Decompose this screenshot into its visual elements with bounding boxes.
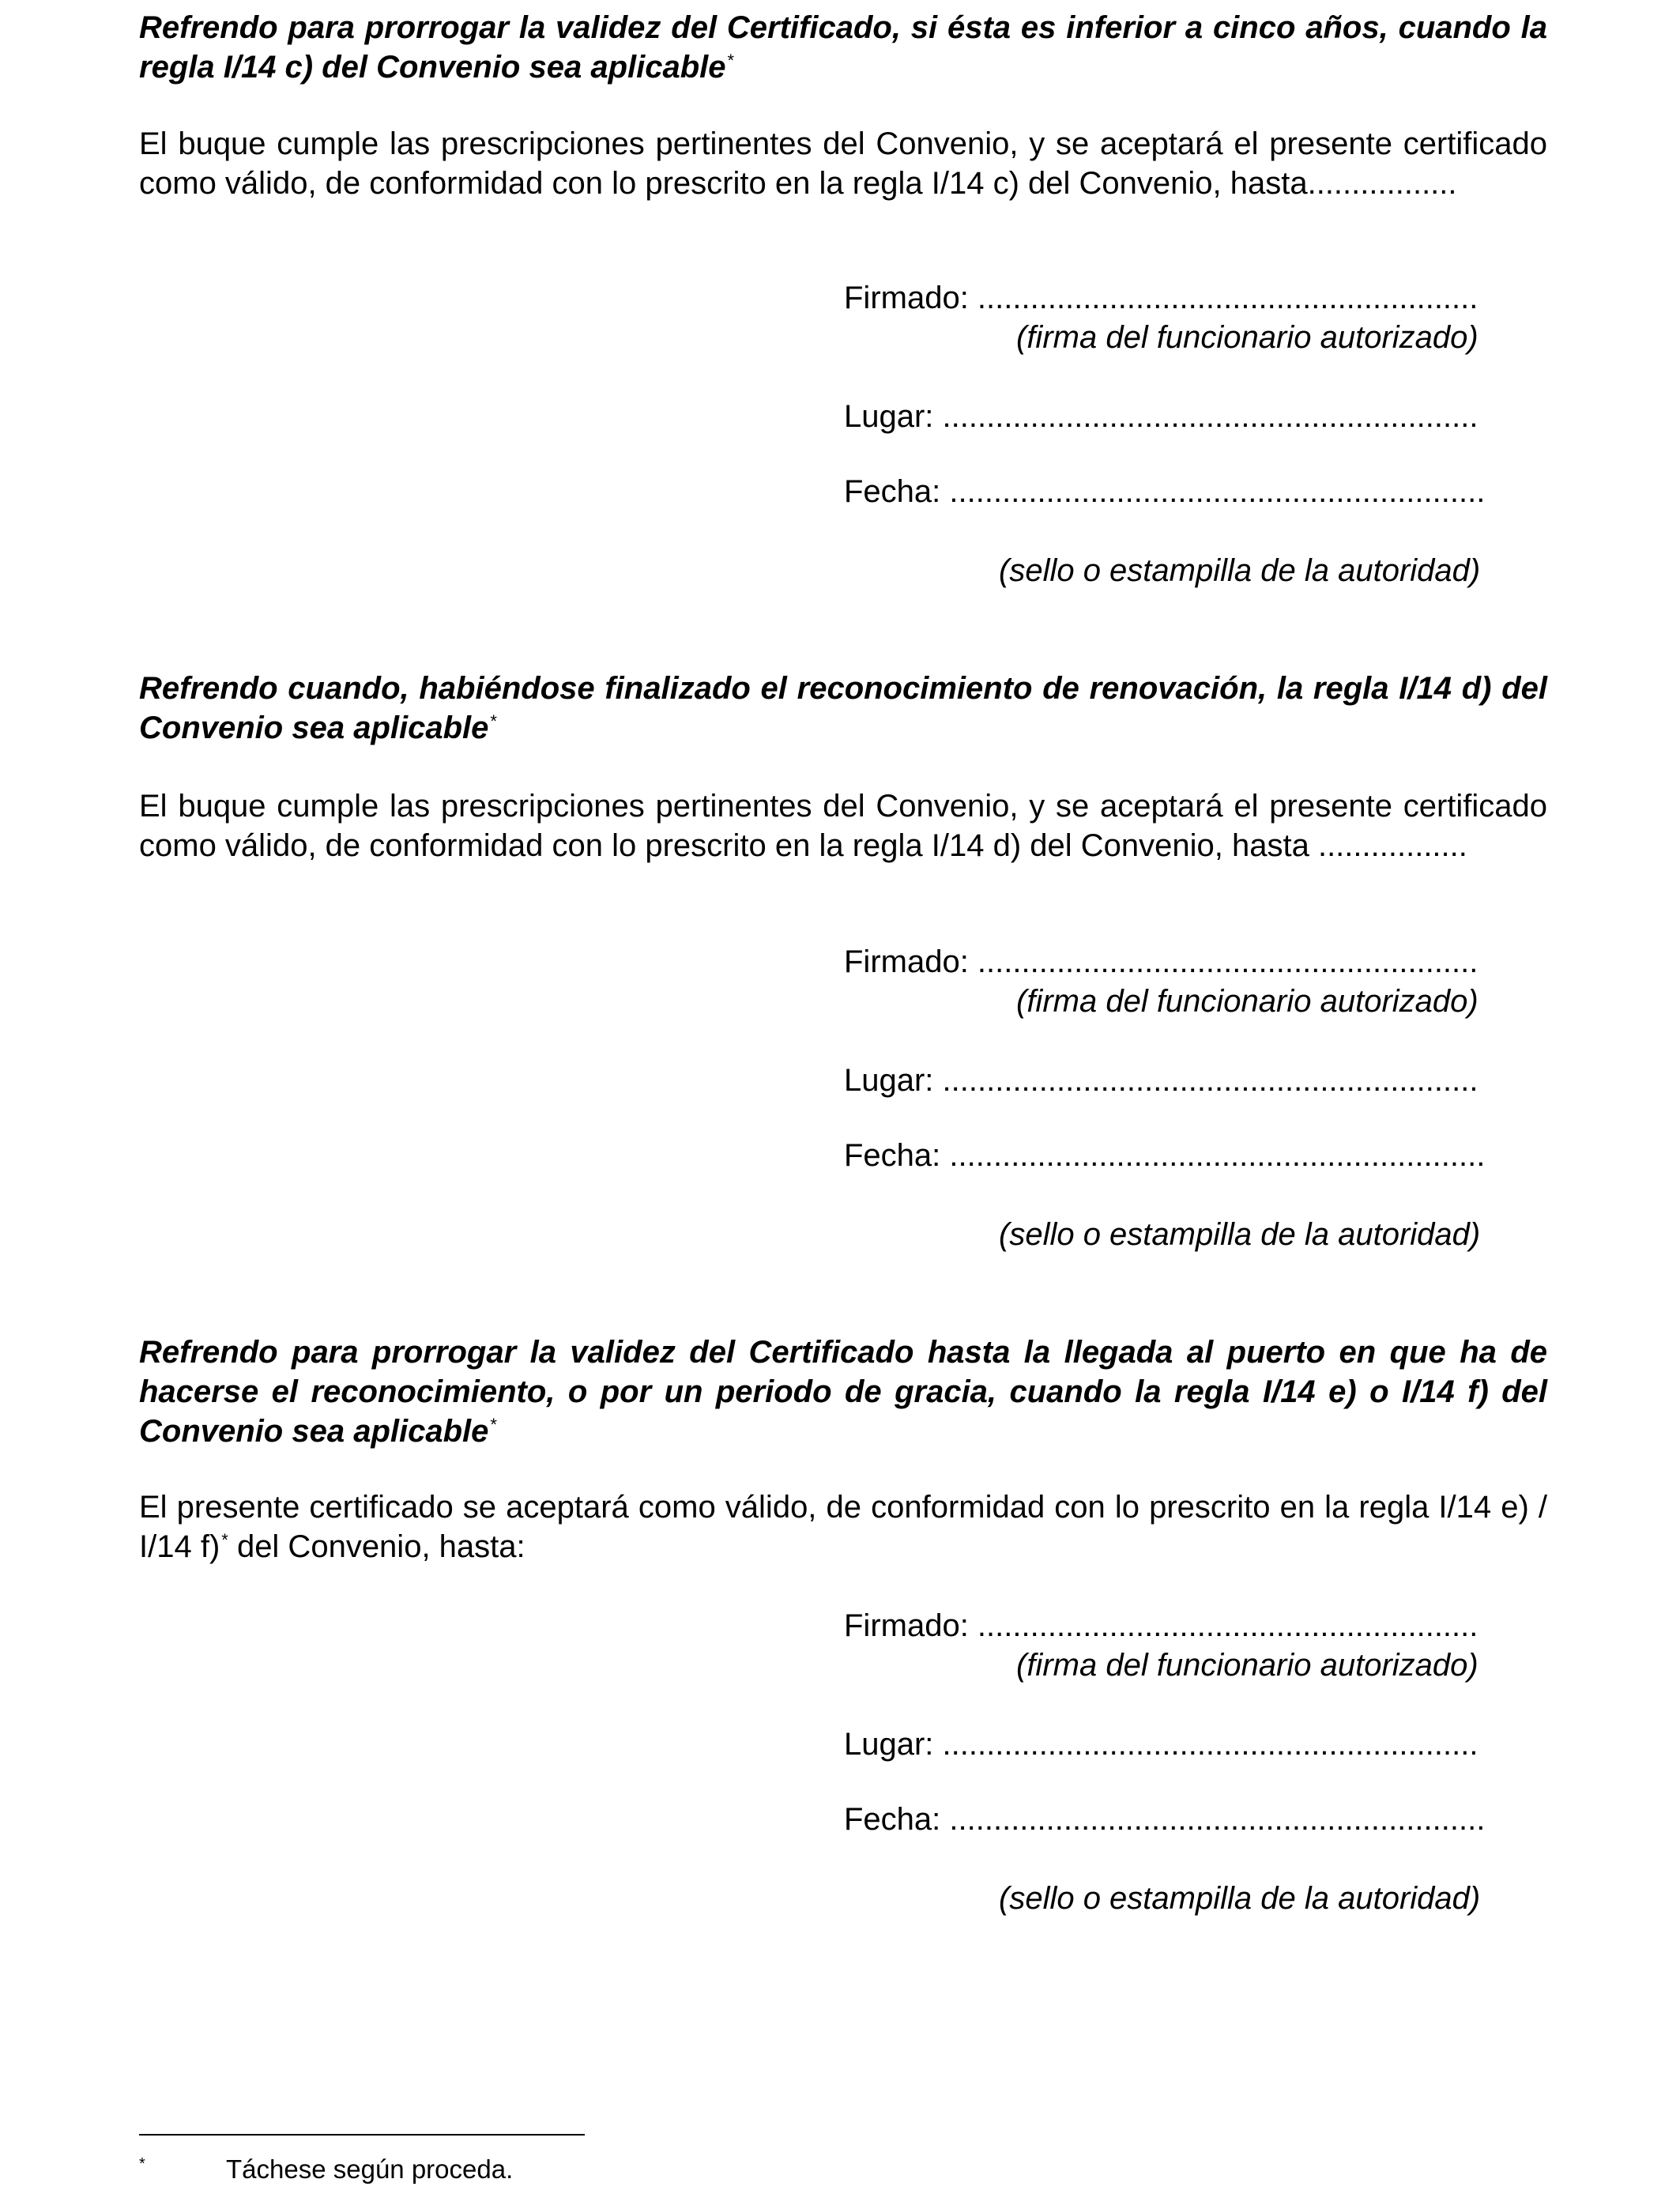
section-3-date-line: Fecha: .............................................................: [844, 1802, 1486, 1837]
section-3-signed-line: Firmado: .........................................................: [844, 1608, 1478, 1643]
section-3-signed-caption: (firma del funcionario autorizado): [1016, 1648, 1478, 1683]
section-1-date-line: Fecha: .............................................................: [844, 474, 1486, 509]
section-2-date-line: Fecha: .............................................................: [844, 1138, 1486, 1173]
section-1-heading: [139, 8, 1547, 87]
section-1-signed-line: Firmado: .........................................................: [844, 281, 1478, 315]
section-3-stamp-caption: (sello o estampilla de la autoridad): [999, 1881, 1481, 1916]
section-2-body-text: El buque cumple las prescripciones pertinentes del Convenio, y se aceptará el presente certificado como válido, de conformidad con lo prescrito en la regla I/14 d) del Convenio, hasta .................: [139, 789, 1547, 863]
section-1-signed-caption: (firma del funcionario autorizado): [1016, 320, 1478, 355]
footnote-text: Táchese según proceda.: [226, 2154, 514, 2184]
section-3-body: [139, 1487, 1547, 1566]
section-1-heading-text: Refrendo para prorrogar la validez del Certificado, si ésta es inferior a cinco años, cuando la regla I/14 c) del Convenio sea aplicable: [139, 10, 1547, 85]
footnote-marker: *: [490, 711, 497, 731]
section-3-body-text-before: El presente certificado se aceptará como válido, de conformidad con lo prescrito en la regla I/14 e) / I/14 f): [139, 1490, 1547, 1564]
footnote-marker: *: [727, 50, 735, 70]
section-2-heading-text: Refrendo cuando, habiéndose finalizado el reconocimiento de renovación, la regla I/14 d) del Convenio sea aplicable: [139, 671, 1547, 745]
section-3-place-line: Lugar: .............................................................: [844, 1727, 1478, 1762]
section-2-signed-caption: (firma del funcionario autorizado): [1016, 984, 1478, 1019]
section-3-heading: [139, 1333, 1547, 1451]
section-2-heading: [139, 669, 1547, 748]
section-1-stamp-caption: (sello o estampilla de la autoridad): [999, 553, 1481, 588]
section-1-place-line: Lugar: .............................................................: [844, 399, 1478, 434]
section-3-body-text-after: del Convenio, hasta:: [228, 1529, 525, 1564]
section-2-place-line: Lugar: .............................................................: [844, 1063, 1478, 1098]
section-2-body: [139, 786, 1547, 865]
section-1-body-text: El buque cumple las prescripciones pertinentes del Convenio, y se aceptará el presente certificado como válido, de conformidad con lo prescrito en la regla I/14 c) del Convenio, hasta.................: [139, 126, 1547, 201]
footnote-marker: *: [490, 1414, 497, 1434]
section-2-signed-line: Firmado: .........................................................: [844, 944, 1478, 979]
footnote-separator: [139, 2134, 585, 2136]
section-3-heading-text: Refrendo para prorrogar la validez del Certificado hasta la llegada al puerto en que ha de hacerse el reconocimiento, o por un periodo de gracia, cuando la regla I/14 e) o I/14 f) del Convenio sea aplicable: [139, 1335, 1547, 1449]
footnote: * Táchese según proceda.: [139, 2154, 514, 2184]
section-2-stamp-caption: (sello o estampilla de la autoridad): [999, 1217, 1481, 1252]
footnote-marker: *: [221, 1529, 228, 1550]
section-1-body: [139, 124, 1547, 203]
